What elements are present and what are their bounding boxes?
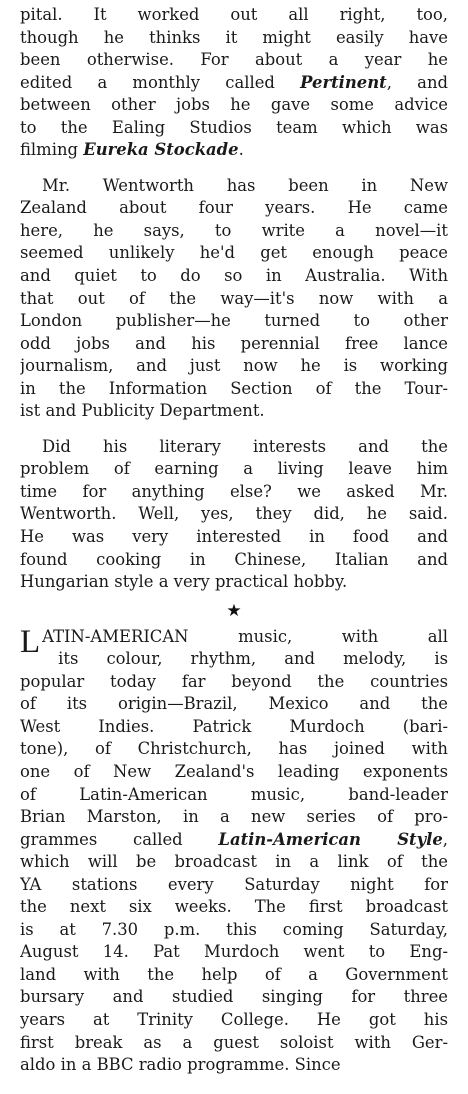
text-line: tone), of Christchurch, has joined with xyxy=(20,739,448,759)
text-line: journalism, and just now he is working xyxy=(20,356,448,376)
article-paragraph xyxy=(20,436,448,594)
text-line: seemed unlikely he'd get enough peace xyxy=(20,243,448,263)
text-line: ist and Publicity Department. xyxy=(20,401,265,421)
text-line: is at 7.30 p.m. this coming Saturday, xyxy=(20,919,448,939)
text-line: here, he says, to write a novel—it xyxy=(20,220,448,240)
text-line: which will be broadcast in a link of the xyxy=(20,852,448,872)
text-line: Hungarian style a very practical hobby. xyxy=(20,572,348,592)
text-line: though he thinks it might easily have xyxy=(20,27,448,47)
article-paragraph-latin-american xyxy=(20,623,448,1077)
text-line: first break as a guest soloist with Ger- xyxy=(20,1032,448,1052)
text-line: problem of earning a living leave him xyxy=(20,459,448,479)
text-line: pital. It worked out all right, too, xyxy=(20,5,448,24)
paragraph-gap xyxy=(20,423,448,436)
text-line: West Indies. Patrick Murdoch (bari- xyxy=(20,716,448,736)
text-line: that out of the way—it's now with a xyxy=(20,288,448,308)
text-line: found cooking in Chinese, Italian and xyxy=(20,549,448,569)
text-line: He was very interested in food and xyxy=(20,527,448,547)
text-line: Brian Marston, in a new series of pro- xyxy=(20,807,448,827)
article-paragraph xyxy=(20,4,448,162)
text-line: of its origin—Brazil, Mexico and the xyxy=(20,694,448,714)
text-line: been otherwise. For about a year he xyxy=(20,50,448,70)
text-line: grammes called Latin-American Style, xyxy=(20,829,448,849)
text-line: Wentworth. Well, yes, they did, he said. xyxy=(20,504,448,524)
text-line: edited a monthly called Pertinent, and xyxy=(20,72,448,92)
text-line: in the Information Section of the Tour- xyxy=(20,378,448,398)
text-line: the next six weeks. The first broadcast xyxy=(20,897,448,917)
text-line: Did his literary interests and the xyxy=(42,436,448,456)
text-line: to the Ealing Studios team which was xyxy=(20,117,448,137)
text-line: filming Eureka Stockade. xyxy=(20,140,244,160)
text-line: land with the help of a Government xyxy=(20,964,448,984)
paragraph-gap xyxy=(20,162,448,175)
text-line: YA stations every Saturday night for xyxy=(20,874,448,894)
text-line: its colour, rhythm, and melody, is xyxy=(58,649,448,669)
text-line: years at Trinity College. He got his xyxy=(20,1009,448,1029)
text-line: of Latin-American music, band-leader xyxy=(20,784,448,804)
text-line: aldo in a BBC radio programme. Since xyxy=(20,1055,341,1075)
article-column xyxy=(20,4,448,1077)
text-line: August 14. Pat Murdoch went to Eng- xyxy=(20,942,448,962)
star-icon: ★ xyxy=(226,600,242,621)
text-line: one of New Zealand's leading exponents xyxy=(20,761,448,781)
text-line: time for anything else? we asked Mr. xyxy=(20,481,448,501)
text-line: Mr. Wentworth has been in New xyxy=(42,175,448,195)
text-line: between other jobs he gave some advice xyxy=(20,95,448,115)
drop-cap: L xyxy=(20,623,41,660)
text-line: ATIN-AMERICAN music, with all xyxy=(42,626,448,646)
text-line: London publisher—he turned to other xyxy=(20,311,448,331)
article-paragraph xyxy=(20,175,448,423)
section-separator xyxy=(20,596,448,626)
text-line: odd jobs and his perennial free lance xyxy=(20,333,448,353)
text-line: Zealand about four years. He came xyxy=(20,198,448,218)
text-line: and quiet to do so in Australia. With xyxy=(20,266,448,286)
text-line: bursary and studied singing for three xyxy=(20,987,448,1007)
text-line: popular today far beyond the countries xyxy=(20,671,448,691)
